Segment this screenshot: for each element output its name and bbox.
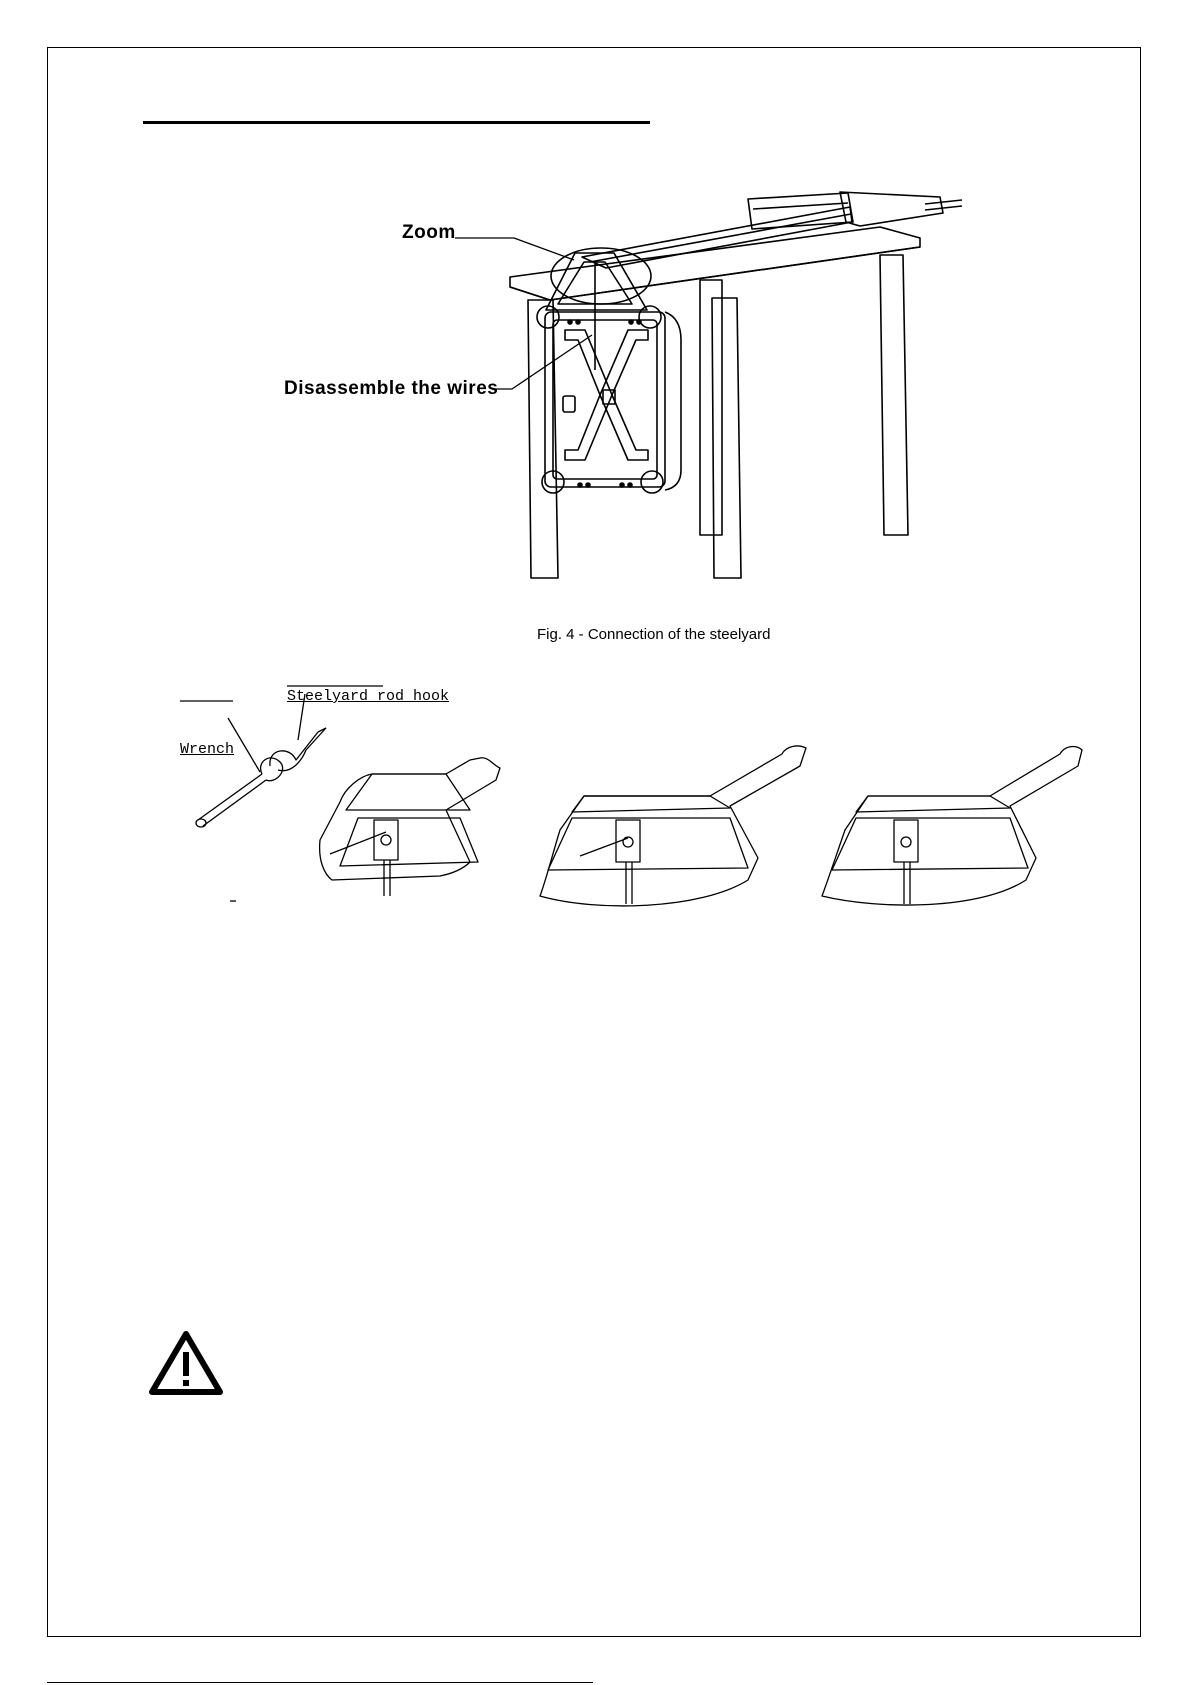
footer-rule xyxy=(47,1682,593,1683)
zoom-label: Zoom xyxy=(402,222,456,243)
wrench-hook-drawing xyxy=(0,670,1191,930)
figure-4-caption: Fig. 4 - Connection of the steelyard xyxy=(537,626,771,643)
warning-triangle-icon xyxy=(148,1330,228,1400)
wrench-label: Wrench xyxy=(180,741,235,758)
steelyard-rod-hook-label: Steelyard rod hook xyxy=(287,688,450,705)
figure-4-drawing xyxy=(0,0,1191,600)
disassemble-wires-label: Disassemble the wires xyxy=(284,378,499,399)
